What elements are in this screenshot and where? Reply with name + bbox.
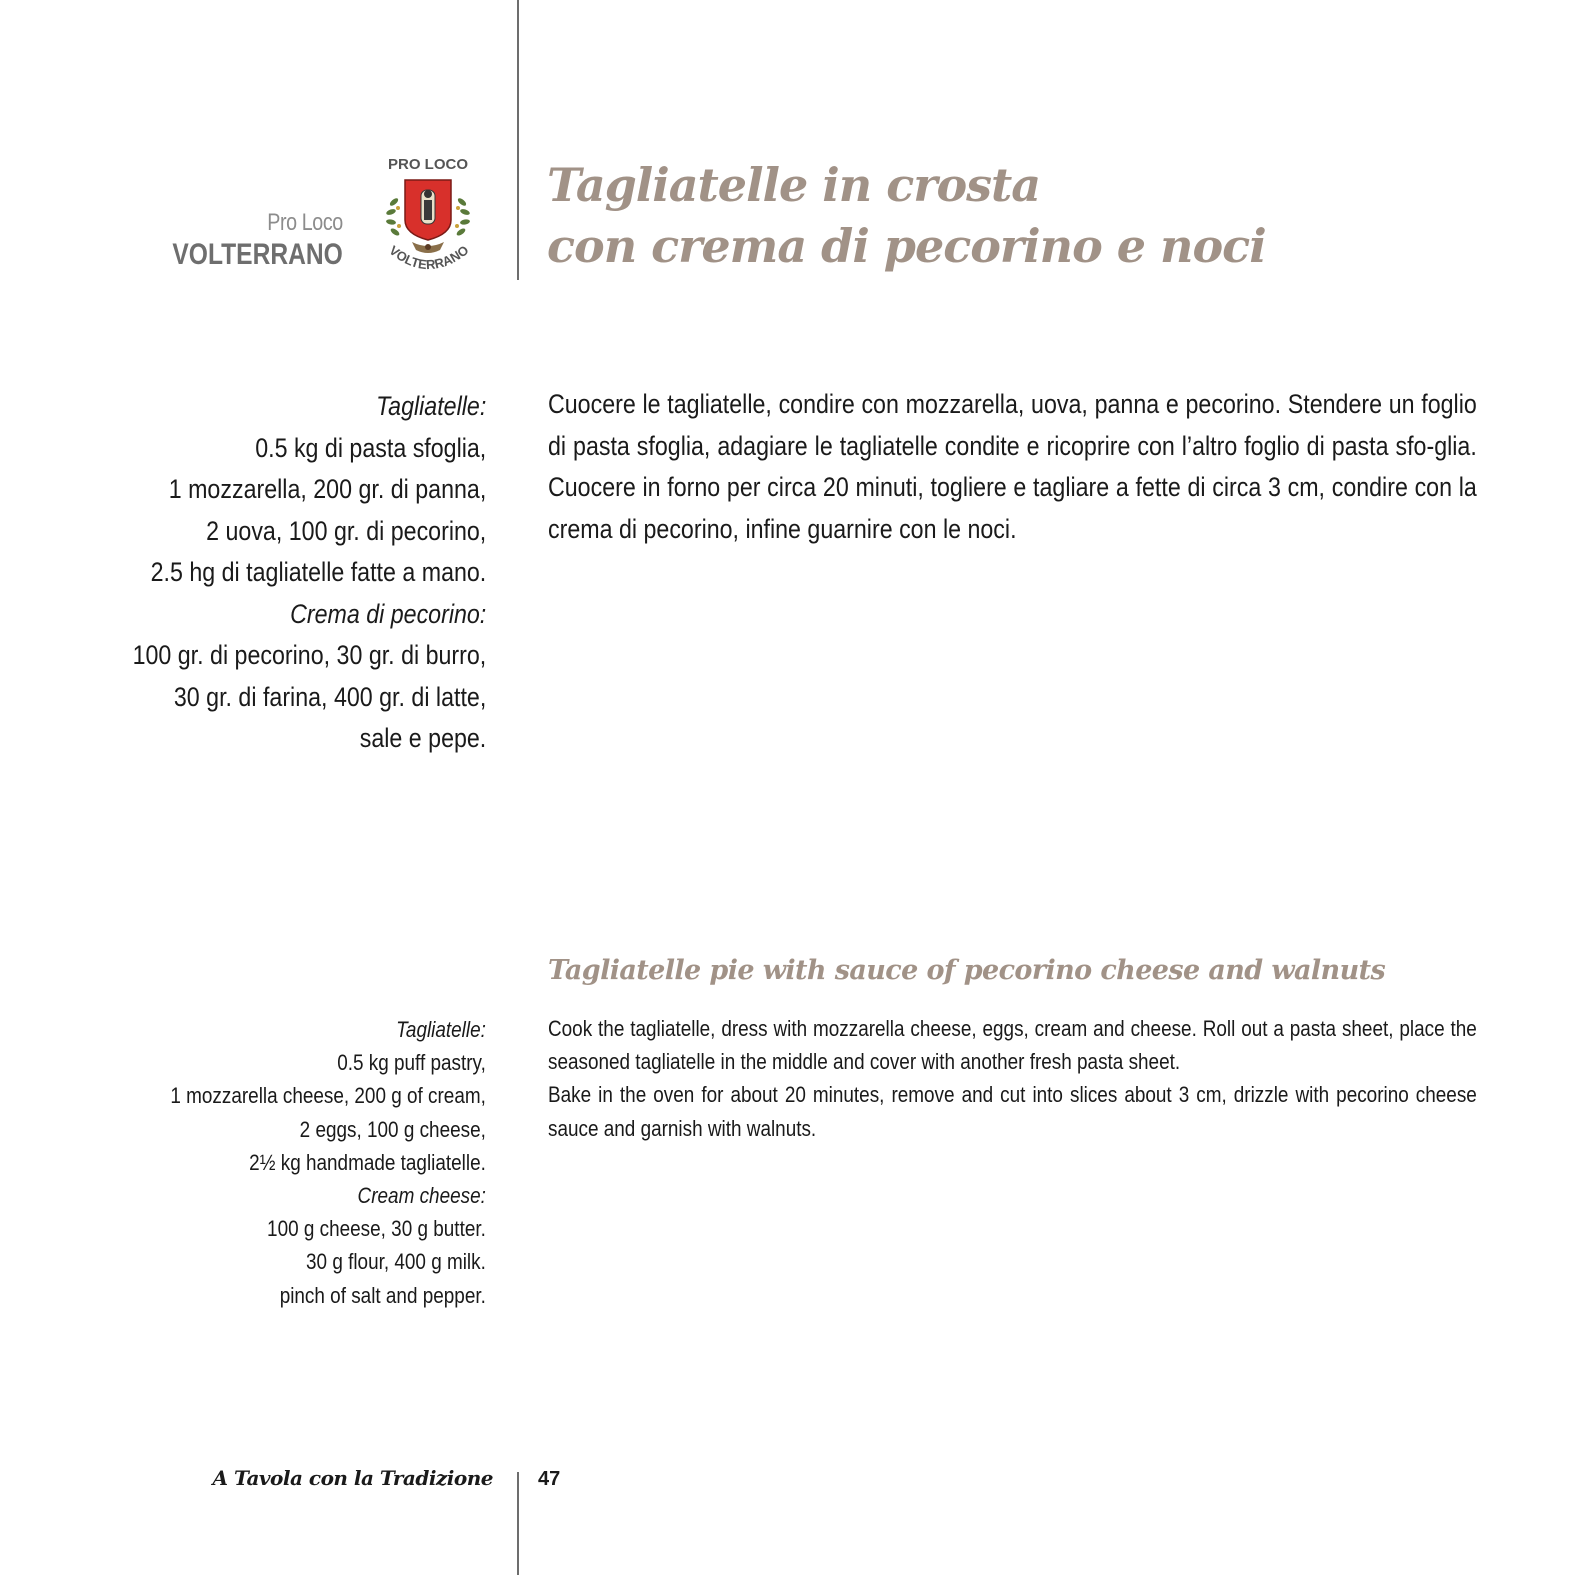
recipe-title <box>547 155 1266 277</box>
ingredient-line: 2.5 hg di tagliatelle fatte a mano. <box>150 557 486 587</box>
ingredient-line: pinch of salt and pepper. <box>279 1282 486 1308</box>
organization-name <box>135 210 343 271</box>
ingredient-line: 2½ kg handmade tagliatelle. <box>249 1149 486 1175</box>
ingredient-line: 1 mozzarella cheese, 200 g of cream, <box>170 1083 486 1109</box>
ingredient-line: 2 uova, 100 gr. di pecorino, <box>205 515 486 546</box>
org-name-big: VOLTERRANO <box>172 238 343 272</box>
emblem-top-text: PRO LOCO <box>387 156 469 173</box>
ingredient-line: 2 eggs, 100 g cheese, <box>299 1116 486 1142</box>
english-method <box>548 1012 1477 1145</box>
ingredient-heading: Crema di pecorino: <box>289 598 486 629</box>
ingredient-line: 30 g flour, 400 g milk. <box>306 1249 486 1275</box>
page-number: 47 <box>538 1468 561 1490</box>
english-subtitle: Tagliatelle pie with sauce of pecorino cheese and walnuts <box>548 955 1386 986</box>
title-line-1: Tagliatelle in crosta <box>547 158 1041 212</box>
ingredient-line: 0.5 kg di pasta sfoglia, <box>254 432 486 463</box>
vertical-rule-bottom <box>517 1472 519 1575</box>
emblem-bottom-text: VOLTERRANO <box>386 242 472 273</box>
method-paragraph: Cuocere le tagliatelle, condire con mozzarella, uova, panna e pecorino. Stendere un foglio di pasta sfoglia, adagiare le tagliatelle condite e ricoprire con l’altro foglio di pasta sfo-glia. Cuocere in forno per circa 20 minuti, togliere e tagliare a fette di circa 3 cm, condire con la crema di pecorino, infine guarnire con le noci. <box>548 389 1477 544</box>
ingredient-line: sale e pepe. <box>359 723 486 753</box>
pro-loco-emblem-icon <box>372 150 484 282</box>
ingredient-line: 1 mozzarella, 200 gr. di panna, <box>168 474 486 504</box>
english-ingredients <box>171 1013 486 1312</box>
ingredient-line: 0.5 kg puff pastry, <box>337 1050 486 1076</box>
ingredient-heading: Cream cheese: <box>357 1183 486 1209</box>
ingredient-line: 100 g cheese, 30 g butter. <box>267 1216 486 1242</box>
italian-method <box>548 384 1477 550</box>
method-paragraph-1: Cook the tagliatelle, dress with mozzarella cheese, eggs, cream and cheese. Roll out a pasta sheet, place the seasoned tagliatelle in the middle and cover with another fresh pasta sheet. <box>548 1016 1477 1075</box>
ingredient-line: 100 gr. di pecorino, 30 gr. di burro, <box>132 640 486 670</box>
vertical-rule-top <box>517 0 519 280</box>
ingredient-heading: Tagliatelle: <box>396 1017 486 1042</box>
ingredient-line: 30 gr. di farina, 400 gr. di latte, <box>173 681 486 712</box>
method-paragraph-2: Bake in the oven for about 20 minutes, remove and cut into slices about 3 cm, drizzle with pecorino cheese sauce and garnish with walnuts. <box>548 1082 1477 1141</box>
org-name-small: Pro Loco <box>267 209 343 236</box>
ingredient-heading: Tagliatelle: <box>375 391 486 421</box>
book-title: A Tavola con la Tradizione <box>212 1466 493 1490</box>
title-line-2: con crema di pecorino e noci <box>547 219 1266 273</box>
italian-ingredients <box>132 386 486 760</box>
